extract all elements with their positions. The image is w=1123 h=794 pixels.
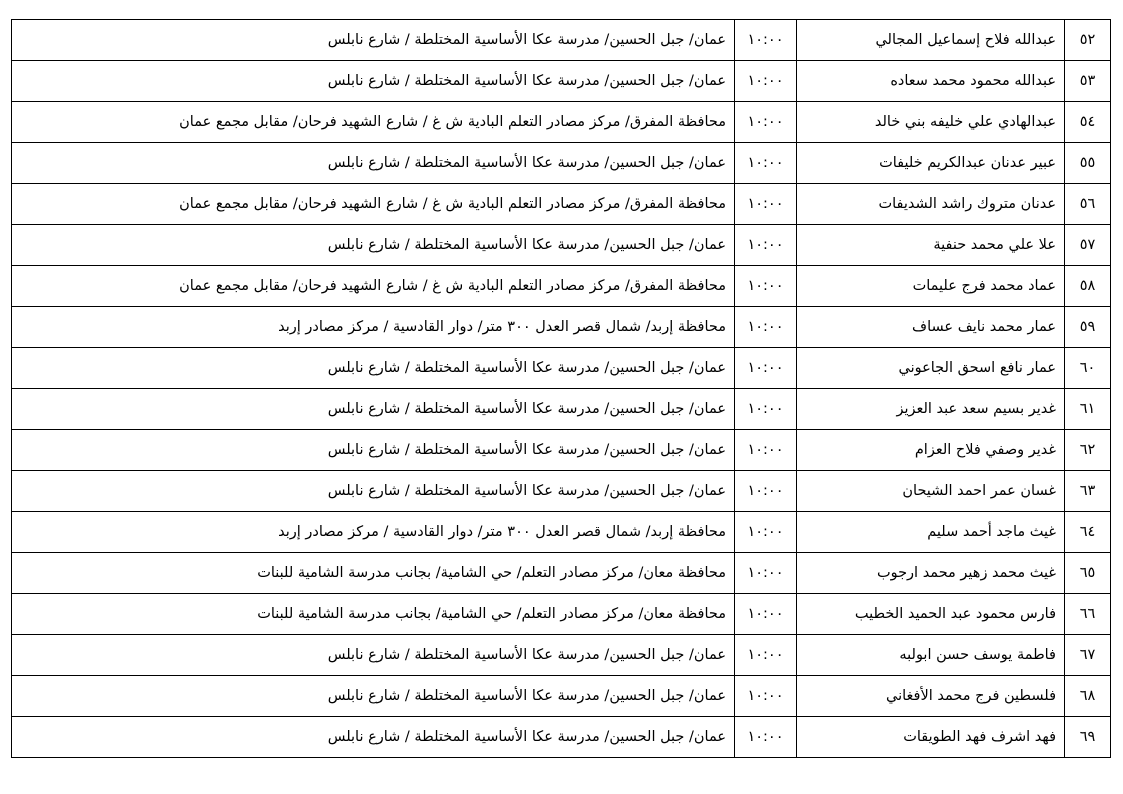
location-cell: عمان/ جبل الحسين/ مدرسة عكا الأساسية المختلطة / شارع نابلس bbox=[12, 676, 735, 717]
table-row bbox=[12, 61, 1111, 102]
table-row bbox=[12, 20, 1111, 61]
location-cell: عمان/ جبل الحسين/ مدرسة عكا الأساسية المختلطة / شارع نابلس bbox=[12, 717, 735, 758]
location-cell: عمان/ جبل الحسين/ مدرسة عكا الأساسية المختلطة / شارع نابلس bbox=[12, 389, 735, 430]
appointment-time-cell: ١٠:٠٠ bbox=[735, 553, 797, 594]
row-number-cell: ٦٨ bbox=[1065, 676, 1111, 717]
table-row bbox=[12, 676, 1111, 717]
applicant-name-cell: غيث محمد زهير محمد ارجوب bbox=[797, 553, 1065, 594]
row-number-cell: ٥٢ bbox=[1065, 20, 1111, 61]
applicant-name-cell: غيث ماجد أحمد سليم bbox=[797, 512, 1065, 553]
appointment-time-cell: ١٠:٠٠ bbox=[735, 143, 797, 184]
row-number-cell: ٦١ bbox=[1065, 389, 1111, 430]
applicant-name-cell: عمار محمد نايف عساف bbox=[797, 307, 1065, 348]
applicant-name-cell: عماد محمد فرج عليمات bbox=[797, 266, 1065, 307]
table-row bbox=[12, 512, 1111, 553]
applicant-name-cell: عبير عدنان عبدالكريم خليفات bbox=[797, 143, 1065, 184]
location-cell: محافظة إربد/ شمال قصر العدل ٣٠٠ متر/ دوار القادسية / مركز مصادر إربد bbox=[12, 512, 735, 553]
applicant-name-cell: عدنان متروك راشد الشديفات bbox=[797, 184, 1065, 225]
appointment-time-cell: ١٠:٠٠ bbox=[735, 266, 797, 307]
row-number-cell: ٦٩ bbox=[1065, 717, 1111, 758]
table-row bbox=[12, 307, 1111, 348]
appointment-time-cell: ١٠:٠٠ bbox=[735, 471, 797, 512]
appointment-time-cell: ١٠:٠٠ bbox=[735, 430, 797, 471]
appointment-time-cell: ١٠:٠٠ bbox=[735, 20, 797, 61]
table-row bbox=[12, 225, 1111, 266]
row-number-cell: ٥٨ bbox=[1065, 266, 1111, 307]
appointment-time-cell: ١٠:٠٠ bbox=[735, 61, 797, 102]
row-number-cell: ٥٧ bbox=[1065, 225, 1111, 266]
applicant-name-cell: عبدالله فلاح إسماعيل المجالي bbox=[797, 20, 1065, 61]
table-row bbox=[12, 266, 1111, 307]
location-cell: محافظة المفرق/ مركز مصادر التعلم البادية ش غ / شارع الشهيد فرحان/ مقابل مجمع عمان bbox=[12, 184, 735, 225]
location-cell: عمان/ جبل الحسين/ مدرسة عكا الأساسية المختلطة / شارع نابلس bbox=[12, 471, 735, 512]
location-cell: محافظة إربد/ شمال قصر العدل ٣٠٠ متر/ دوار القادسية / مركز مصادر إربد bbox=[12, 307, 735, 348]
appointment-time-cell: ١٠:٠٠ bbox=[735, 389, 797, 430]
appointment-time-cell: ١٠:٠٠ bbox=[735, 184, 797, 225]
applicant-name-cell: فلسطين فرج محمد الأفغاني bbox=[797, 676, 1065, 717]
appointment-time-cell: ١٠:٠٠ bbox=[735, 635, 797, 676]
appointment-time-cell: ١٠:٠٠ bbox=[735, 512, 797, 553]
table-row bbox=[12, 717, 1111, 758]
location-cell: عمان/ جبل الحسين/ مدرسة عكا الأساسية المختلطة / شارع نابلس bbox=[12, 61, 735, 102]
table-row bbox=[12, 184, 1111, 225]
applicant-name-cell: فاطمة يوسف حسن ابولبه bbox=[797, 635, 1065, 676]
row-number-cell: ٥٣ bbox=[1065, 61, 1111, 102]
applicant-name-cell: علا علي محمد حنفية bbox=[797, 225, 1065, 266]
table-row bbox=[12, 348, 1111, 389]
appointment-time-cell: ١٠:٠٠ bbox=[735, 348, 797, 389]
row-number-cell: ٦٢ bbox=[1065, 430, 1111, 471]
applicant-name-cell: عبدالله محمود محمد سعاده bbox=[797, 61, 1065, 102]
appointments-table bbox=[11, 19, 1111, 758]
row-number-cell: ٦٥ bbox=[1065, 553, 1111, 594]
row-number-cell: ٦٦ bbox=[1065, 594, 1111, 635]
location-cell: عمان/ جبل الحسين/ مدرسة عكا الأساسية المختلطة / شارع نابلس bbox=[12, 225, 735, 266]
appointments-table-body bbox=[12, 20, 1111, 758]
appointment-time-cell: ١٠:٠٠ bbox=[735, 676, 797, 717]
appointment-time-cell: ١٠:٠٠ bbox=[735, 594, 797, 635]
applicant-name-cell: فارس محمود عبد الحميد الخطيب bbox=[797, 594, 1065, 635]
row-number-cell: ٦٧ bbox=[1065, 635, 1111, 676]
table-row bbox=[12, 553, 1111, 594]
location-cell: محافظة معان/ مركز مصادر التعلم/ حي الشامية/ بجانب مدرسة الشامية للبنات bbox=[12, 594, 735, 635]
applicant-name-cell: عمار نافع اسحق الجاعوني bbox=[797, 348, 1065, 389]
table-row bbox=[12, 430, 1111, 471]
table-row bbox=[12, 471, 1111, 512]
row-number-cell: ٥٥ bbox=[1065, 143, 1111, 184]
table-row bbox=[12, 389, 1111, 430]
location-cell: عمان/ جبل الحسين/ مدرسة عكا الأساسية المختلطة / شارع نابلس bbox=[12, 143, 735, 184]
location-cell: محافظة المفرق/ مركز مصادر التعلم البادية ش غ / شارع الشهيد فرحان/ مقابل مجمع عمان bbox=[12, 102, 735, 143]
row-number-cell: ٥٦ bbox=[1065, 184, 1111, 225]
row-number-cell: ٥٤ bbox=[1065, 102, 1111, 143]
table-row bbox=[12, 143, 1111, 184]
applicant-name-cell: عبدالهادي علي خليفه بني خالد bbox=[797, 102, 1065, 143]
table-row bbox=[12, 102, 1111, 143]
location-cell: عمان/ جبل الحسين/ مدرسة عكا الأساسية المختلطة / شارع نابلس bbox=[12, 20, 735, 61]
location-cell: محافظة معان/ مركز مصادر التعلم/ حي الشامية/ بجانب مدرسة الشامية للبنات bbox=[12, 553, 735, 594]
applicant-name-cell: فهد اشرف فهد الطويقات bbox=[797, 717, 1065, 758]
appointment-time-cell: ١٠:٠٠ bbox=[735, 307, 797, 348]
applicant-name-cell: غدير وصفي فلاح العزام bbox=[797, 430, 1065, 471]
row-number-cell: ٦٠ bbox=[1065, 348, 1111, 389]
row-number-cell: ٦٣ bbox=[1065, 471, 1111, 512]
table-row bbox=[12, 635, 1111, 676]
appointment-time-cell: ١٠:٠٠ bbox=[735, 717, 797, 758]
table-row bbox=[12, 594, 1111, 635]
appointment-time-cell: ١٠:٠٠ bbox=[735, 225, 797, 266]
applicant-name-cell: غدير بسيم سعد عبد العزيز bbox=[797, 389, 1065, 430]
location-cell: عمان/ جبل الحسين/ مدرسة عكا الأساسية المختلطة / شارع نابلس bbox=[12, 635, 735, 676]
applicant-name-cell: غسان عمر احمد الشيحان bbox=[797, 471, 1065, 512]
row-number-cell: ٥٩ bbox=[1065, 307, 1111, 348]
location-cell: عمان/ جبل الحسين/ مدرسة عكا الأساسية المختلطة / شارع نابلس bbox=[12, 430, 735, 471]
location-cell: عمان/ جبل الحسين/ مدرسة عكا الأساسية المختلطة / شارع نابلس bbox=[12, 348, 735, 389]
location-cell: محافظة المفرق/ مركز مصادر التعلم البادية ش غ / شارع الشهيد فرحان/ مقابل مجمع عمان bbox=[12, 266, 735, 307]
row-number-cell: ٦٤ bbox=[1065, 512, 1111, 553]
appointment-time-cell: ١٠:٠٠ bbox=[735, 102, 797, 143]
